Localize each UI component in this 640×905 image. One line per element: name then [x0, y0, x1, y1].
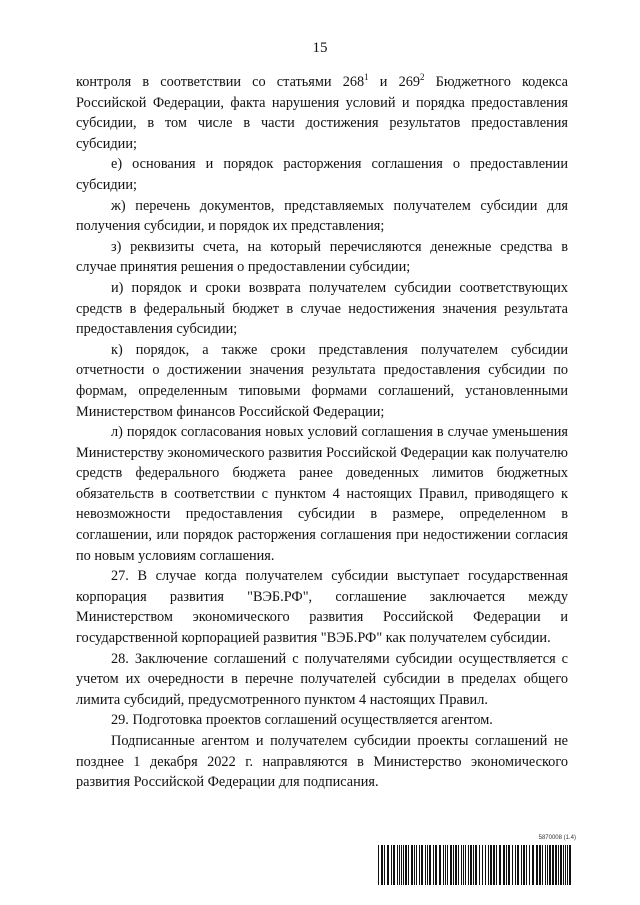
superscript-1: 1 — [364, 72, 369, 82]
paragraph-item-l: л) порядок согласования новых условий соглашения в случае уменьшения Министерству экономического развития Российской Федерации как получателю средств федерального бюджета ранее доведенных лимитов бюджетных обязательств в соответствии с пунктом 4 настоящих Правил, приводящего к невозможности предоставления субсидии в размере, определенном в соглашении, или порядок расторжения соглашения при недостижении согласия по новым условиям соглашения. — [76, 424, 568, 564]
paragraph-signing-deadline: Подписанные агентом и получателем субсидии проекты соглашений не позднее 1 декабря 2022 г. направляются в Министерство экономического развития Российской Федерации для подписания. — [76, 733, 568, 791]
paragraph-clause-27: 27. В случае когда получателем субсидии выступает государственная корпорация развития "ВЭБ.РФ", соглашение заключается между Министерством экономического развития Российской Федерации и государственной корпорацией развития "ВЭБ.РФ" как получателем субсидии. — [76, 568, 568, 647]
paragraph-clause-28: 28. Заключение соглашений с получателями субсидии осуществляется с учетом их очередности в перечне получателей субсидии в пределах общего лимита субсидий, предусмотренного пунктом 4 настоящих Правил. — [76, 650, 568, 708]
paragraph-budget-code-control: контроля в соответствии со статьями $268^1$ и $269^2$ Бюджетного кодекса Российской Федерации, факта нарушения условий и порядка предоставления субсидии, в том числе в части достижения результатов предоставления субсидии; — [76, 72, 568, 152]
document-body — [76, 72, 568, 793]
page-number: 15 — [312, 40, 328, 56]
paragraph-item-z: з) реквизиты счета, на который перечисляются денежные средства в случае принятия решения о предоставлении субсидии; — [76, 238, 568, 276]
barcode-image — [376, 845, 576, 885]
paragraph-item-k: к) порядок, а также сроки представления получателем субсидии отчетности о достижении значения результата предоставления субсидии по формам, определенным типовыми формами соглашений, установленными Министерством финансов Российской Федерации; — [76, 341, 568, 420]
document-code: 5870008 (1.4) — [538, 835, 576, 841]
superscript-2: 2 — [420, 72, 425, 82]
paragraph-item-zh: ж) перечень документов, представляемых получателем субсидии для получения субсидии, и порядок их представления; — [76, 197, 568, 235]
paragraph-clause-29: 29. Подготовка проектов соглашений осуществляется агентом. — [111, 712, 493, 729]
paragraph-item-i: и) порядок и сроки возврата получателем субсидии соответствующих средств в федеральный бюджет в случае недостижения значения результата предоставления субсидии; — [76, 279, 568, 338]
paragraph-item-e: е) основания и порядок расторжения соглашения о предоставлении субсидии; — [76, 156, 568, 193]
